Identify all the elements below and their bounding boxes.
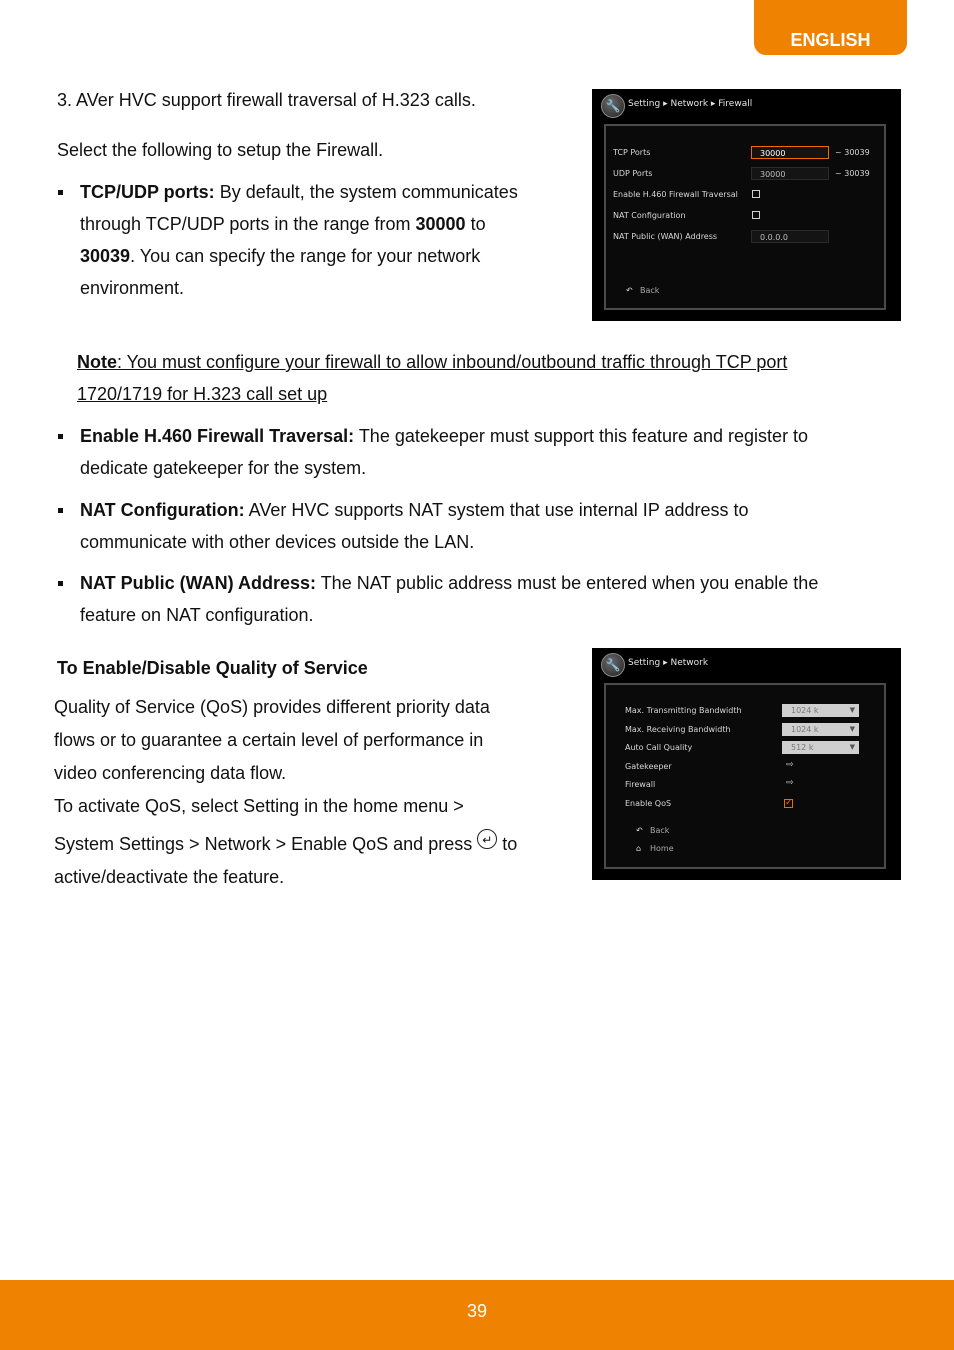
qos-text: to bbox=[497, 834, 518, 854]
udp-ports-input[interactable]: 30000 bbox=[751, 167, 829, 180]
home-icon: ⌂ bbox=[636, 844, 642, 853]
back-icon: ↶ bbox=[636, 826, 643, 835]
network-settings-screenshot bbox=[592, 648, 901, 880]
enable-qos-label: Enable QoS bbox=[625, 799, 672, 808]
tx-bandwidth-select[interactable] bbox=[782, 704, 859, 717]
gatekeeper-label: Gatekeeper bbox=[625, 762, 672, 771]
note-line-2: 1720/1719 for H.323 call set up bbox=[77, 384, 328, 404]
qos-text: System Settings > Network > Enable QoS and press bbox=[54, 834, 478, 854]
dropdown-arrow-icon: ▼ bbox=[849, 743, 855, 751]
bullet-marker bbox=[58, 190, 63, 195]
nat-text: AVer HVC supports NAT system that use internal IP address to bbox=[244, 500, 749, 520]
nat-config-checkbox[interactable] bbox=[752, 211, 760, 219]
wan-address-input[interactable]: 0.0.0.0 bbox=[751, 230, 829, 243]
tcp-text: through TCP/UDP ports in the range from bbox=[80, 214, 416, 234]
back-label: Back bbox=[650, 826, 670, 835]
tcp-line-3 bbox=[80, 240, 480, 272]
tx-bandwidth-value: 1024 k bbox=[791, 706, 819, 715]
bullet-marker bbox=[58, 581, 63, 586]
back-button[interactable] bbox=[626, 286, 659, 295]
tcp-range-start: 30000 bbox=[415, 214, 466, 234]
h460-checkbox[interactable] bbox=[752, 190, 760, 198]
breadcrumb: Setting ▸ Network bbox=[628, 658, 709, 668]
step-text: 3. AVer HVC support firewall traversal of H.323 calls. bbox=[57, 90, 476, 110]
back-label: Back bbox=[640, 286, 660, 295]
tcp-line-2 bbox=[80, 208, 486, 240]
qos-paragraph-line: video conferencing data flow. bbox=[54, 763, 287, 783]
settings-panel bbox=[604, 683, 886, 869]
wan-address-label: NAT Public (WAN) Address bbox=[613, 232, 718, 241]
wan-line-2: feature on NAT configuration. bbox=[80, 605, 314, 625]
qos-paragraph-line bbox=[54, 828, 517, 860]
page-number: 39 bbox=[466, 1301, 488, 1321]
rx-bandwidth-value: 1024 k bbox=[791, 725, 819, 734]
dropdown-arrow-icon: ▼ bbox=[849, 706, 855, 714]
back-icon: ↶ bbox=[626, 286, 633, 295]
bullet-marker bbox=[58, 434, 63, 439]
auto-call-quality-value: 512 k bbox=[791, 743, 814, 752]
qos-paragraph-line: To activate QoS, select Setting in the home menu > bbox=[54, 796, 464, 816]
firewall-settings-screenshot bbox=[592, 89, 901, 321]
tcp-ports-end: ~ 30039 bbox=[835, 148, 870, 157]
tcp-line-4: environment. bbox=[80, 278, 185, 298]
right-arrow-icon[interactable]: ⇨ bbox=[786, 778, 794, 788]
qos-paragraph-line: active/deactivate the feature. bbox=[54, 867, 285, 887]
qos-paragraph-line: Quality of Service (QoS) provides different priority data bbox=[54, 697, 490, 717]
udp-ports-end: ~ 30039 bbox=[835, 169, 870, 178]
h460-line-1 bbox=[80, 420, 808, 452]
auto-call-quality-select[interactable] bbox=[782, 741, 859, 754]
tcp-text: to bbox=[465, 214, 486, 234]
h460-term: Enable H.460 Firewall Traversal: bbox=[80, 426, 355, 446]
enable-qos-checkbox[interactable]: ✓ bbox=[785, 798, 793, 808]
udp-ports-label: UDP Ports bbox=[613, 169, 653, 178]
page-footer bbox=[0, 1280, 954, 1350]
h460-label: Enable H.460 Firewall Traversal bbox=[613, 190, 738, 199]
wrench-icon: 🔧 bbox=[601, 94, 625, 118]
rx-bandwidth-select[interactable] bbox=[782, 723, 859, 736]
note-label: Note bbox=[77, 352, 117, 372]
wan-text: The NAT public address must be entered when you enable the bbox=[316, 573, 819, 593]
h460-text: The gatekeeper must support this feature and register to bbox=[354, 426, 809, 446]
note-text: : You must configure your firewall to allow inbound/outbound traffic through TCP port bbox=[117, 352, 788, 372]
back-button[interactable] bbox=[636, 826, 669, 835]
wan-term: NAT Public (WAN) Address: bbox=[80, 573, 317, 593]
qos-paragraph-line: flows or to guarantee a certain level of performance in bbox=[54, 730, 484, 750]
tcp-ports-input[interactable]: 30000 bbox=[751, 146, 829, 159]
note-line-1 bbox=[77, 346, 787, 378]
tcp-label: TCP/UDP ports: bbox=[80, 182, 215, 202]
language-tab: ENGLISH bbox=[754, 0, 907, 55]
settings-panel bbox=[604, 124, 886, 310]
auto-call-quality-label: Auto Call Quality bbox=[625, 743, 693, 752]
tcp-range-end: 30039 bbox=[80, 246, 131, 266]
rx-bandwidth-label: Max. Receiving Bandwidth bbox=[625, 725, 731, 734]
enter-key-icon: ↵ bbox=[477, 829, 497, 849]
tcp-ports-label: TCP Ports bbox=[613, 148, 651, 157]
tx-bandwidth-label: Max. Transmitting Bandwidth bbox=[625, 706, 742, 715]
nat-line-2: communicate with other devices outside the LAN. bbox=[80, 532, 475, 552]
home-button[interactable] bbox=[636, 844, 674, 853]
breadcrumb: Setting ▸ Network ▸ Firewall bbox=[628, 99, 753, 109]
firewall-label: Firewall bbox=[625, 780, 656, 789]
dropdown-arrow-icon: ▼ bbox=[849, 725, 855, 733]
wan-line-1 bbox=[80, 567, 818, 599]
nat-line-1 bbox=[80, 494, 749, 526]
nat-config-label: NAT Configuration bbox=[613, 211, 686, 220]
h460-line-2: dedicate gatekeeper for the system. bbox=[80, 458, 367, 478]
nat-term: NAT Configuration: bbox=[80, 500, 245, 520]
right-arrow-icon[interactable]: ⇨ bbox=[786, 760, 794, 770]
qos-section-title: To Enable/Disable Quality of Service bbox=[57, 658, 368, 678]
tcp-text: By default, the system communicates bbox=[214, 182, 518, 202]
tcp-text: . You can specify the range for your network bbox=[130, 246, 481, 266]
bullet-marker bbox=[58, 508, 63, 513]
wrench-icon: 🔧 bbox=[601, 653, 625, 677]
home-label: Home bbox=[650, 844, 674, 853]
select-text: Select the following to setup the Firewall. bbox=[57, 140, 384, 160]
tcp-line-1 bbox=[80, 176, 518, 208]
